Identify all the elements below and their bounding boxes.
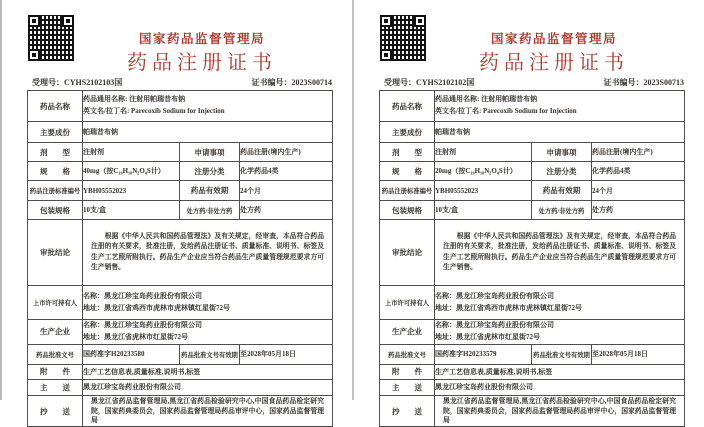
field-value-spec: 20mg（按C₁₉H₁₈N₂O₄S计） xyxy=(435,162,532,181)
field-value-standard-no: YBH05552023 xyxy=(435,181,532,201)
field-value-validity: 24个月 xyxy=(240,181,333,201)
manufacturer-address: 地址：黑龙江省虎林市红星街72号 xyxy=(83,332,188,341)
conclusion-text: 根据《中华人民共和国药品管理法》及有关规定，经审查，本品符合药品注册的有关要求，批准注册，发给药品注册证书、质量标准、说明书、标签及生产工艺照所附执行。药品生产企业应当符合药品生产质量管理规范要求方可生产销售。 xyxy=(91,233,324,271)
certificate-title: 药品注册证书 xyxy=(479,52,629,74)
generic-name: 药品通用名称: 注射用帕瑞昔布钠 xyxy=(435,95,538,104)
acceptance-number: 受理号：CYHS2102102国 xyxy=(384,78,475,87)
field-value-ingredient: 帕瑞昔布钠 xyxy=(435,122,685,143)
holder-name: 名称：黑龙江珍宝岛药业股份有限公司 xyxy=(435,291,554,300)
field-label-ingredient: 主要成份 xyxy=(380,122,435,143)
cc-text: 黑龙江省药品监督管理局,黑龙江省药品检验研究中心,中国食品药品检定研究院，国家药典委员会，国家药品监督管理局药品审评中心，国家药品监督管理局 xyxy=(443,397,676,425)
field-value-application: 药品注册(境内生产) xyxy=(240,143,333,162)
field-label-reg-class: 注册分类 xyxy=(532,162,592,181)
field-label-standard-no: 药品注册标准编号 xyxy=(28,181,83,201)
field-label-main-recipient: 主 送 xyxy=(380,379,435,395)
field-value-reg-class: 化学药品4类 xyxy=(592,162,685,181)
field-value-approval-validity: 至2028年05月18日 xyxy=(240,344,333,364)
holder-name: 名称：黑龙江珍宝岛药业股份有限公司 xyxy=(83,291,202,300)
field-value-dosage-form: 注射剂 xyxy=(435,143,532,162)
field-value-attachment: 生产工艺信息表,质量标准,说明书,标签 xyxy=(435,364,685,379)
field-value-drug-name xyxy=(83,91,333,122)
field-label-drug-name: 药品名称 xyxy=(28,91,83,122)
holder-address: 地址：黑龙江省鸡西市虎林市虎林镇红星街72号 xyxy=(435,303,582,312)
field-value-manufacturer xyxy=(435,320,685,345)
field-label-manufacturer: 生产企业 xyxy=(28,320,83,345)
field-label-main-recipient: 主 送 xyxy=(28,379,83,395)
field-label-manufacturer: 生产企业 xyxy=(380,320,435,345)
manufacturer-address: 地址：黑龙江省虎林市红星街72号 xyxy=(435,332,540,341)
field-value-package: 10支/盒 xyxy=(435,201,532,220)
certificate-number: 证书编号：2023S00713 xyxy=(603,78,684,87)
field-value-spec: 40mg（按C₁₉H₁₈N₂O₄S计） xyxy=(83,162,180,181)
field-value-drug-name xyxy=(435,91,685,122)
field-label-attachment: 附 件 xyxy=(380,364,435,379)
field-label-application: 申请事项 xyxy=(532,143,592,162)
field-value-main-recipient: 黑龙江珍宝岛药业股份有限公司 xyxy=(435,379,685,395)
qr-finder-icon xyxy=(28,15,40,27)
field-label-package: 包装规格 xyxy=(28,201,83,220)
field-value-application: 药品注册(境内生产) xyxy=(592,143,685,162)
field-value-cc xyxy=(83,395,333,427)
field-value-manufacturer xyxy=(83,320,333,345)
field-label-ingredient: 主要成份 xyxy=(28,122,83,143)
field-value-rx: 处方药 xyxy=(240,201,333,220)
conclusion-text: 根据《中华人民共和国药品管理法》及有关规定，经审查，本品符合药品注册的有关要求，批准注册，发给药品注册证书、质量标准、说明书、标签及生产工艺照所附执行。药品生产企业应当符合药品生产质量管理规范要求方可生产销售。 xyxy=(443,233,676,271)
qr-finder-icon xyxy=(380,49,392,61)
field-label-approval-validity: 药品批准文号有效期 xyxy=(180,344,240,364)
qr-finder-icon xyxy=(380,15,392,27)
manufacturer-name: 名称：黑龙江珍宝岛药业股份有限公司 xyxy=(435,321,554,329)
field-label-rx: 处方药/非处方药 xyxy=(532,201,592,220)
field-value-ingredient: 帕瑞昔布钠 xyxy=(83,122,333,143)
certificate-table xyxy=(379,90,685,427)
field-label-package: 包装规格 xyxy=(380,201,435,220)
field-label-holder: 上市许可持有人 xyxy=(28,286,83,320)
certificate-title: 药品注册证书 xyxy=(127,52,277,74)
agency-title: 国家药品监督管理局 xyxy=(490,32,617,46)
english-name: 英文名/拉丁名: Parecoxib Sodium for Injection xyxy=(83,107,225,115)
qr-finder-icon xyxy=(414,15,426,27)
field-label-conclusion: 审批结论 xyxy=(28,220,83,286)
field-value-attachment: 生产工艺信息表,质量标准,说明书,标签 xyxy=(83,364,333,379)
english-name: 英文名/拉丁名: Parecoxib Sodium for Injection xyxy=(435,107,577,115)
field-label-holder: 上市许可持有人 xyxy=(380,286,435,320)
field-value-approval-validity: 至2028年05月18日 xyxy=(592,344,685,364)
field-label-reg-class: 注册分类 xyxy=(180,162,240,181)
field-label-cc: 抄 送 xyxy=(28,395,83,427)
acceptance-number: 受理号：CYHS2102103国 xyxy=(32,78,123,87)
field-label-application: 申请事项 xyxy=(180,143,240,162)
field-label-dosage-form: 剂 型 xyxy=(380,143,435,162)
field-label-approval-no: 药品批准文号 xyxy=(380,344,435,364)
certificate-number: 证书编号：2023S00714 xyxy=(251,78,332,87)
field-value-reg-class: 化学药品4类 xyxy=(240,162,333,181)
field-value-dosage-form: 注射剂 xyxy=(83,143,180,162)
agency-title: 国家药品监督管理局 xyxy=(138,32,265,46)
certificate-page-1 xyxy=(2,0,352,425)
field-value-holder xyxy=(435,286,685,320)
field-label-rx: 处方药/非处方药 xyxy=(180,201,240,220)
qr-finder-icon xyxy=(28,49,40,61)
field-value-package: 10支/盒 xyxy=(83,201,180,220)
field-value-main-recipient: 黑龙江珍宝岛药业股份有限公司 xyxy=(83,379,333,395)
field-value-conclusion xyxy=(435,220,685,286)
field-label-spec: 规 格 xyxy=(380,162,435,181)
certificate-table xyxy=(27,90,333,427)
field-label-approval-no: 药品批准文号 xyxy=(28,344,83,364)
cc-text: 黑龙江省药品监督管理局,黑龙江省药品检验研究中心,中国食品药品检定研究院，国家药典委员会，国家药品监督管理局药品审评中心，国家药品监督管理局 xyxy=(91,397,324,425)
qr-finder-icon xyxy=(62,15,74,27)
field-value-rx: 处方药 xyxy=(592,201,685,220)
field-value-approval-no: 国药准字H20233580 xyxy=(83,344,180,364)
field-label-conclusion: 审批结论 xyxy=(380,220,435,286)
manufacturer-name: 名称：黑龙江珍宝岛药业股份有限公司 xyxy=(83,321,202,329)
field-label-validity: 药品有效期 xyxy=(532,181,592,201)
field-label-spec: 规 格 xyxy=(28,162,83,181)
holder-address: 地址：黑龙江省鸡西市虎林市虎林镇红星街72号 xyxy=(83,303,230,312)
field-label-approval-validity: 药品批准文号有效期 xyxy=(532,344,592,364)
field-value-conclusion xyxy=(83,220,333,286)
certificate-page-2 xyxy=(354,0,704,425)
field-value-validity: 24个月 xyxy=(592,181,685,201)
field-label-dosage-form: 剂 型 xyxy=(28,143,83,162)
field-value-standard-no: YBH05552023 xyxy=(83,181,180,201)
field-value-approval-no: 国药准字H20233579 xyxy=(435,344,532,364)
field-label-drug-name: 药品名称 xyxy=(380,91,435,122)
field-label-validity: 药品有效期 xyxy=(180,181,240,201)
field-label-standard-no: 药品注册标准编号 xyxy=(380,181,435,201)
generic-name: 药品通用名称: 注射用帕瑞昔布钠 xyxy=(83,95,186,104)
field-value-cc xyxy=(435,395,685,427)
field-value-holder xyxy=(83,286,333,320)
field-label-attachment: 附 件 xyxy=(28,364,83,379)
field-label-cc: 抄 送 xyxy=(380,395,435,427)
